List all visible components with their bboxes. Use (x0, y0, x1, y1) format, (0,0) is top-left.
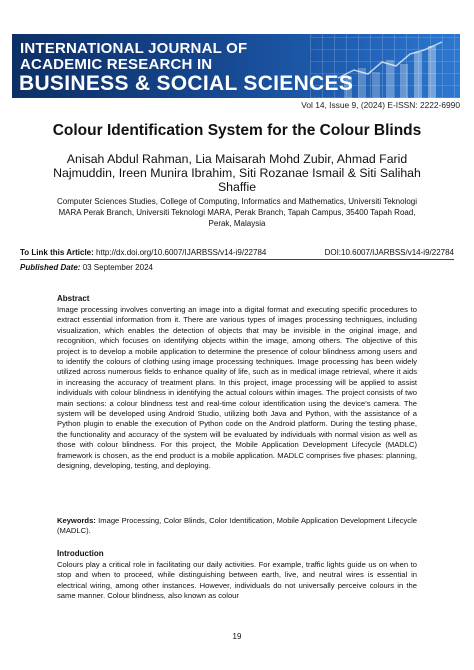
issue-info: Vol 14, Issue 9, (2024) E-ISSN: 2222-6990 (301, 100, 460, 110)
keywords (57, 516, 417, 537)
paper-authors: Anisah Abdul Rahman, Lia Maisarah Mohd Zubir, Ahmad Farid Najmuddin, Ireen Munira Ibrahim, Siti Rozanae Ismail & Siti Salihah Shaffie (53, 152, 421, 194)
keywords-label: Keywords: (57, 516, 96, 525)
article-doi[interactable]: DOI:10.6007/IJARBSS/v14-i9/22784 (324, 248, 454, 257)
published-date-label: Published Date: (20, 263, 81, 272)
abstract-text: Image processing involves converting an image into a digital format and executing specific procedures to extract essential information from it. There are various types of images processing techniques, including visualization, which enables the detection of objects that may be invisible in the original image, and recognition, which focuses on identifying objects within the image, among others. The objective of this project is to develop a mobile application to determine the presence of colour blindness among users and to identify the colours of clothing using image processing techniques. Image processing has been widely utilized across numerous fields to enhance quality of life, such as in medical image retrieval, where it aids in increasing the accuracy of treatment plans. In this project, image processing will be applied to assist individuals with colour blindness in identifying the actual colours within images. The project consists of two main sections: a colour blindness test and real-time colour identification using the device’s camera. The system will be developed using Android Studio, utilizing both Java and Python, with the assistance of a Python plugin to enable the execution of Python code on the Android platform. During the testing phase, the functionality and accuracy of the system will be evaluated by individuals with normal vision as well as those with colour blindness. For this project, the Mobile Application Development Lifecycle (MADLC) framework is chosen, as the end product is a mobile application. MADLC comprises five phases: planning, designing, developing, testing, and deploying. (57, 305, 417, 471)
article-link (20, 248, 266, 257)
journal-banner (12, 34, 460, 98)
journal-name-line2: ACADEMIC RESEARCH IN (20, 56, 213, 73)
journal-name-line1: INTERNATIONAL JOURNAL OF (20, 40, 248, 57)
article-link-label: To Link this Article: (20, 248, 94, 257)
introduction-text: Colours play a critical role in facilitating our daily activities. For example, traffic lights guide us on when to stop and when to proceed, while distinguishing between earth, live, and neutral wires is essential in electrical wiring, among other instances. However, individuals do not universally perceive colours in the same manner. Colour blindness, also known as colour (57, 560, 417, 601)
introduction-heading: Introduction (57, 549, 104, 558)
abstract-heading: Abstract (57, 294, 90, 303)
keywords-list: Image Processing, Color Blinds, Color Identification, Mobile Application Development Lifecycle (MADLC). (57, 516, 417, 536)
published-date (20, 263, 153, 272)
published-date-value: 03 September 2024 (82, 263, 153, 272)
journal-name-line3: BUSINESS & SOCIAL SCIENCES (19, 72, 354, 95)
header-divider (20, 259, 454, 260)
article-link-url[interactable]: http://dx.doi.org/10.6007/IJARBSS/v14-i9/22784 (96, 248, 267, 257)
author-affiliation: Computer Sciences Studies, College of Computing, Informatics and Mathematics, Universiti Teknologi MARA Perak Branch, Universiti Teknologi MARA, Perak Branch, Tapah Campus, 35400 Tapah Road, Perak, Malaysia (56, 197, 418, 228)
paper-title: Colour Identification System for the Colour Blinds (52, 122, 422, 139)
page-number: 19 (232, 632, 242, 641)
